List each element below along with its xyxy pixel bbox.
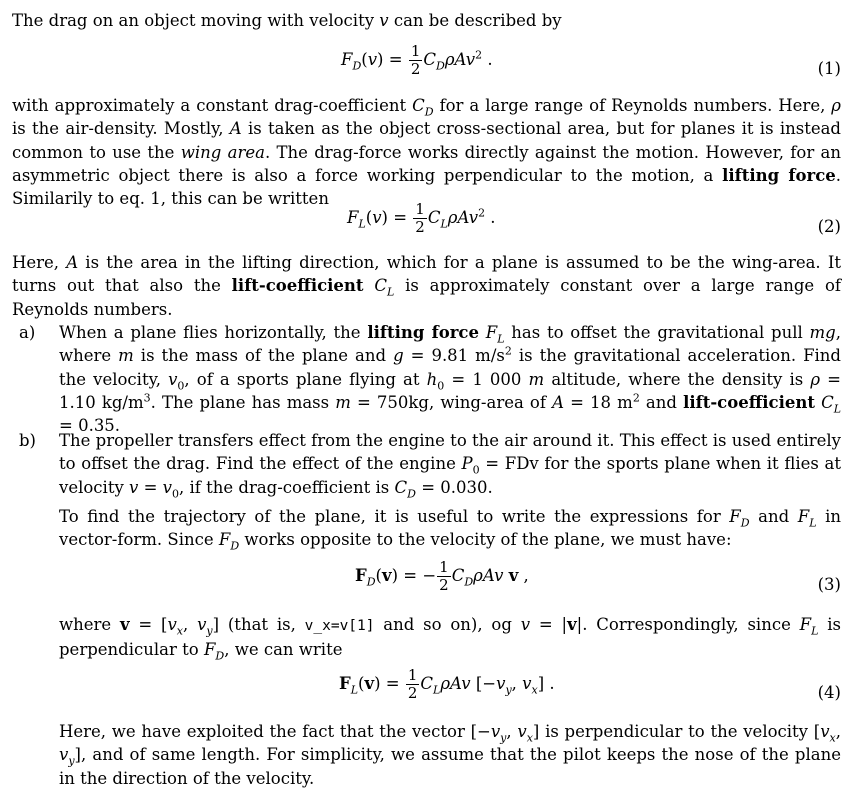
equation-3 xyxy=(0,559,855,605)
intro-paragraph-3: Here, A is the area in the lifting direction, which for a plane is assumed to be the wing-area. It turns out that also the lift-coefficient $C_L$ is approximately constant over a large range of Reynolds numbers. xyxy=(12,253,841,319)
part-b-text-3: where $v = [v_x$, $v_y$] (that is, v_x=v[1] and so on), og v = |v|. Correspondingly, since $F_L$ is perpendicular to $F_D$, we can write xyxy=(59,615,841,663)
equation-2-formula: $F_L(v)$ = $\frac{1}{2}$ $C_L\rho Av^2$ . xyxy=(347,200,496,236)
part-a-label: a) xyxy=(19,323,36,342)
equation-4-formula: $F_L(v)$ = $\frac{1}{2}$ $C_L\rho Av$ [$-v_y$, $v_x$] . xyxy=(339,666,555,702)
part-b-text-4: Here, we have exploited the fact that the vector [$-v_y$, $v_x$] is perpendicular to the velocity [$v_x$, $v_y$], and of same length. For simplicity, we assume that the pilot keeps the nose of the plane in the direction of the velocity. xyxy=(59,722,841,788)
equation-1-formula: $F_D(v)$ = $\frac{1}{2}$ $C_D\rho Av^2$ . xyxy=(341,42,493,78)
intro-paragraph-2: with approximately a constant drag-coefficient $C_D$ for a large range of Reynolds numbers. Here, ρ is the air-density. Mostly, A is taken as the object cross-sectional area, but for planes it is instead common to use the wing area. The drag-force works directly against the motion. However, for an asymmetric object there is also a force working perpendicular to the motion, a lifting force. Similarily to eq. 1, this can be written xyxy=(12,96,841,209)
part-b-label: b) xyxy=(19,431,36,450)
equation-4-number: (4) xyxy=(817,683,841,702)
equation-3-formula: $F_D(v)$ = − $\frac{1}{2}$ $C_D\rho Av$ v , xyxy=(355,558,529,594)
equation-2-number: (2) xyxy=(817,217,841,236)
equation-3-number: (3) xyxy=(817,575,841,594)
part-a-text: When a plane flies horizontally, the lifting force $F_L$ has to offset the gravitational pull mg, where m is the mass of the plane and g = 9.81 $m/s^2$ is the gravitational acceleration. Find the velocity, $v_0$, of a sports plane flying at $h_0 = 1$ 000 m altitude, where the density is ρ = 1.10 $kg/m^3$. The plane has mass m = 750kg, wing-area of A = 18 $m^2$ and lift-coefficient $C_L = 0.35$. xyxy=(59,323,842,436)
equation-2 xyxy=(0,201,855,247)
equation-1 xyxy=(0,43,855,89)
intro-paragraph-1: The drag on an object moving with velocity v can be described by xyxy=(12,11,562,30)
equation-4 xyxy=(0,667,855,713)
part-b-text-1: The propeller transfers effect from the engine to the air around it. This effect is used entirely to offset the drag. Find the effect of the engine $P_0$ = FDv for the sports plane when it flies at velocity $v = v_0$, if the drag-coefficient is $C_D = 0.030$. xyxy=(59,431,841,500)
part-b-text-2: To find the trajectory of the plane, it is useful to write the expressions for $F_D$ and $F_L$ in vector-form. Since $F_D$ works opposite to the velocity of the plane, we must have: xyxy=(59,507,841,553)
equation-1-number: (1) xyxy=(817,59,841,78)
